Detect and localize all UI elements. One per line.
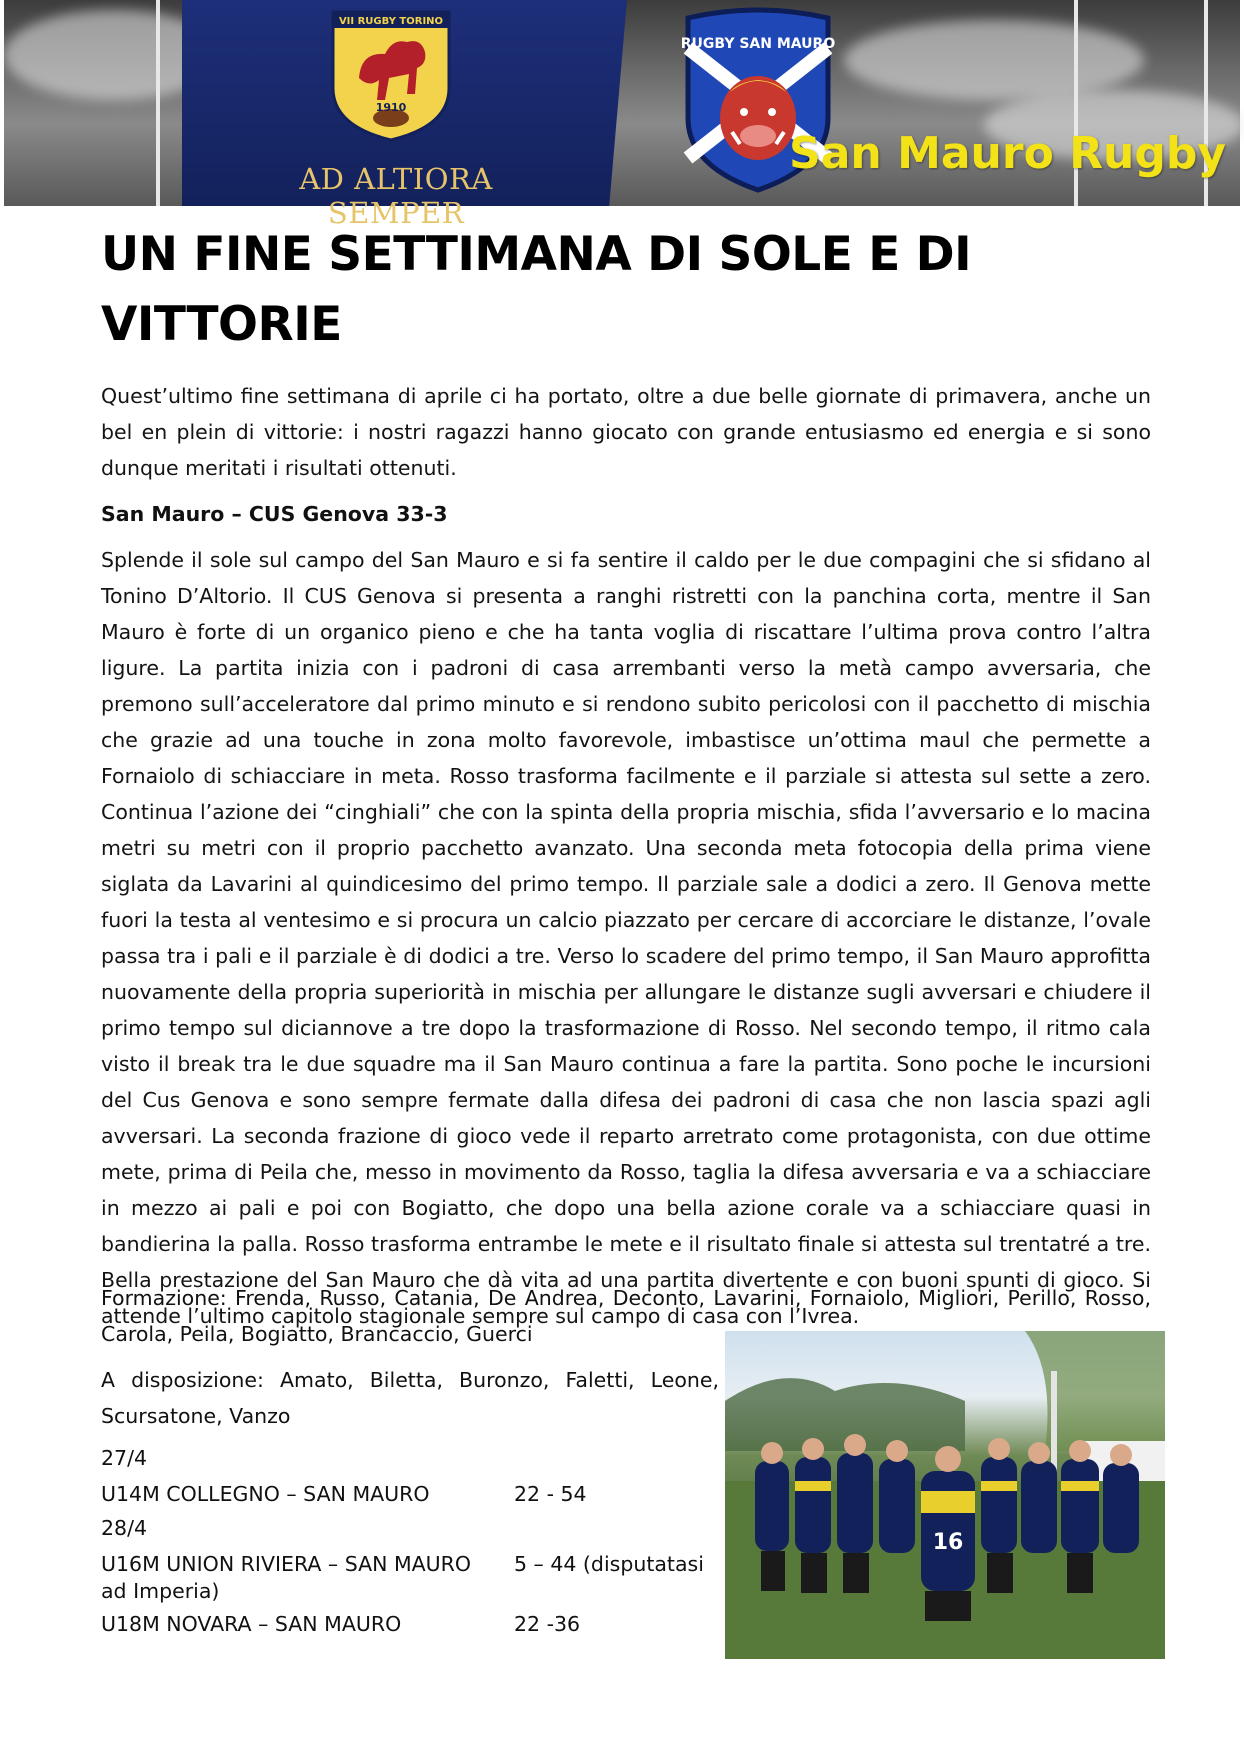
article xyxy=(101,220,1151,1334)
result-row xyxy=(101,1550,721,1578)
team-huddle-illustration xyxy=(725,1331,1165,1659)
match-report: Splende il sole sul campo del San Mauro e si fa sentire il caldo per le due compagini che si sfidano al Tonino D’Altorio. Il CUS Genova si presenta a ranghi ristretti con la panchina corta, mentre il San Mauro è forte di un organico pieno e che ha tanta voglia di riscattare l’ultima prova contro l’altra ligure. La partita inizia con i padroni di casa arrembanti verso la metà campo avversaria, che premono sull’acceleratore dal primo minuto e si rendono subito pericolosi con il pacchetto di mischia che grazie ad una touche in zona molto favorevole, imbastisce un’ottima maul che permette a Fornaiolo di schiacciare in meta. Rosso trasforma facilmente e il parziale si attesta sul sette a zero. Continua l’azione dei “cinghiali” che con la spinta della propria mischia, sfida l’avversario e lo macina metri su metri con il proprio pacchetto avanzato. Una seconda meta fotocopia della prima viene siglata da Lavarini al quindicesimo del primo tempo. Il parziale sale a dodici a zero. Il Genova mette fuori la testa al ventesimo e si procura un calcio piazzato per cercare di accorciare le distanze, l’ovale passa tra i pali e il parziale è di dodici a tre. Verso lo scadere del primo tempo, il San Mauro approfitta nuovamente della propria superiorità in mischia per allungare le distanze sugli avversari e chiudere il primo tempo sul diciannove a tre dopo la trasformazione di Rosso. Nel secondo tempo, il ritmo cala visto il break tra le due squadre ma il San Mauro continua a fare la partita. Sono poche le incursioni del Cus Genova e sono sempre fermate dalla difesa dei padroni di casa che non lascia spazi agli avversari. La seconda frazione di gioco vede il reparto arretrato come protagonista, con due ottime mete, prima di Peila che, messo in movimento da Rosso, taglia la difesa avversaria e va a schiacciare in mezzo ai pali e poi con Bogiatto, che dopo una bella azione corale va a schiacciare quasi in bandierina la palla. Rosso trasforma entrambe le mete e il risultato finale si attesta sul trentatré a tre. Bella prestazione del San Mauro che dà vita ad una partita divertente e con buoni spunti di gioco. Si attende l’ultimo capitolo stagionale sempre sul campo di casa con l’Ivrea. xyxy=(101,548,1151,1328)
torino-motto: AD ALTIORA SEMPER xyxy=(299,162,493,230)
bench-list: A disposizione: Amato, Biletta, Buronzo, Faletti, Leone, Scursatone, Vanzo xyxy=(101,1368,719,1428)
result-row xyxy=(101,1610,721,1638)
result-score: 22 - 54 xyxy=(514,1482,587,1506)
cloud xyxy=(844,20,1144,100)
torino-logo-text: VII RUGBY TORINO xyxy=(338,16,444,27)
photo-shirt-number: 16 xyxy=(932,1530,964,1555)
team-lineup: Formazione: Frenda, Russo, Catania, De Andrea, Deconto, Lavarini, Fornaiolo, Migliori, Perillo, Rosso, Carola, Peila, Bogiatto, Brancaccio, Guerci xyxy=(101,1286,1151,1346)
header-banner xyxy=(4,0,1240,230)
result-teams: U14M COLLEGNO – SAN MAURO xyxy=(101,1482,430,1506)
article-headline: UN FINE SETTIMANA DI SOLE E DI VITTORIE xyxy=(101,227,972,352)
goal-post xyxy=(156,0,160,206)
result-date: 28/4 xyxy=(101,1516,148,1540)
san-mauro-logo-text: RUGBY SAN MAURO xyxy=(680,36,836,52)
result-date: 27/4 xyxy=(101,1446,148,1470)
result-teams: U16M UNION RIVIERA – SAN MAURO xyxy=(101,1552,472,1576)
article-intro: Quest’ultimo fine settimana di aprile ci ha portato, oltre a due belle giornate di primavera, anche un bel en plein di vittorie: i nostri ragazzi hanno giocato con grande entusiasmo ed energia e si sono dunque meritati i risultati ottenuti. xyxy=(101,384,1151,480)
result-teams: U18M NOVARA – SAN MAURO xyxy=(101,1612,402,1636)
torino-logo-year: 1910 xyxy=(375,101,407,114)
youth-results xyxy=(101,1442,721,1638)
result-note: ad Imperia) xyxy=(101,1579,220,1603)
result-score: 22 -36 xyxy=(514,1612,581,1636)
torino-shield-logo xyxy=(329,8,453,144)
brand-title: San Mauro Rugby xyxy=(789,128,1226,179)
result-row xyxy=(101,1480,721,1508)
team-huddle-photo xyxy=(725,1331,1165,1659)
match-title: San Mauro – CUS Genova 33-3 xyxy=(101,502,448,526)
result-score: 5 – 44 (disputatasi xyxy=(514,1552,704,1576)
